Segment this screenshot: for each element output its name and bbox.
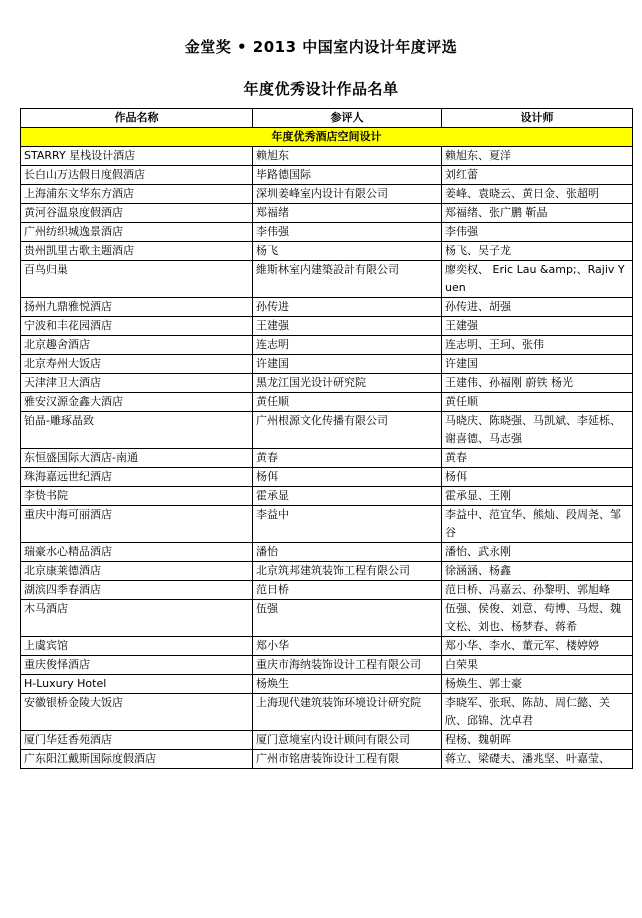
award-list-table: [20, 108, 633, 769]
cell-designer: 王建伟、孙福刚 蔚铁 杨光: [442, 374, 633, 393]
table-row: [21, 261, 633, 298]
cell-entrant: 伍强: [253, 600, 442, 637]
cell-entrant: 杨佴: [253, 468, 442, 487]
cell-designer: 杨佴: [442, 468, 633, 487]
cell-work-name: 厦门华廷香苑酒店: [21, 731, 253, 750]
table-row: [21, 166, 633, 185]
cell-work-name: 上虞宾馆: [21, 637, 253, 656]
cell-work-name: 扬州九鼎雅悦酒店: [21, 298, 253, 317]
table-row: [21, 656, 633, 675]
category-label: 年度优秀酒店空间设计: [21, 128, 633, 147]
cell-entrant: 上海现代建筑装饰环境设计研究院: [253, 694, 442, 731]
cell-work-name: 贵州凯里古歌主题酒店: [21, 242, 253, 261]
table-row: [21, 543, 633, 562]
cell-designer: 蒋立、梁礎夫、潘兆坚、叶嘉莹、: [442, 750, 633, 769]
cell-work-name: 广州纺织城逸景酒店: [21, 223, 253, 242]
cell-designer: 李伟强: [442, 223, 633, 242]
cell-entrant: 北京筑邦建筑装饰工程有限公司: [253, 562, 442, 581]
cell-work-name: 重庆俊怿酒店: [21, 656, 253, 675]
cell-designer: 姜峰、袁晓云、黄日金、张超明: [442, 185, 633, 204]
cell-designer: 廖奕权、 Eric Lau &amp;、Rajiv Yuen: [442, 261, 633, 298]
table-row: [21, 731, 633, 750]
document-title: 金堂奖 • 2013 中国室内设计年度评选: [184, 38, 458, 56]
cell-designer: 伍强、侯俊、刘意、苟博、马煜、魏文松、刘也、杨梦春、蒋希: [442, 600, 633, 637]
table-row: [21, 600, 633, 637]
cell-work-name: 铂晶-雕琢晶致: [21, 412, 253, 449]
table-row: [21, 581, 633, 600]
cell-entrant: 厦门意境室内设计顾问有限公司: [253, 731, 442, 750]
cell-entrant: 霍承显: [253, 487, 442, 506]
cell-designer: 程杨、魏朝晖: [442, 731, 633, 750]
table-row: [21, 637, 633, 656]
cell-designer: 潘怡、武永刚: [442, 543, 633, 562]
cell-designer: 赖旭东、夏洋: [442, 147, 633, 166]
cell-designer: 杨飞、吴子龙: [442, 242, 633, 261]
cell-entrant: 范日桥: [253, 581, 442, 600]
table-row: [21, 298, 633, 317]
table-row: [21, 317, 633, 336]
cell-designer: 白荣果: [442, 656, 633, 675]
table-row: [21, 468, 633, 487]
cell-entrant: 黑龙江国光设计研究院: [253, 374, 442, 393]
cell-work-name: 安徽银桥金陵大饭店: [21, 694, 253, 731]
table-row: [21, 336, 633, 355]
cell-work-name: 北京康莱德酒店: [21, 562, 253, 581]
cell-designer: 黄春: [442, 449, 633, 468]
cell-work-name: 木马酒店: [21, 600, 253, 637]
cell-entrant: 黄春: [253, 449, 442, 468]
table-row: [21, 487, 633, 506]
cell-designer: 马晓庆、陈晓强、马凯斌、李延栎、谢喜德、马志强: [442, 412, 633, 449]
cell-work-name: 长白山万达假日度假酒店: [21, 166, 253, 185]
cell-entrant: 黄任顺: [253, 393, 442, 412]
cell-entrant: 广州市铭唐装饰设计工程有限: [253, 750, 442, 769]
cell-designer: 郑小华、李水、董元军、楼婷婷: [442, 637, 633, 656]
cell-entrant: 潘怡: [253, 543, 442, 562]
table-row: [21, 355, 633, 374]
category-row: [21, 128, 633, 147]
header-designer: 设计师: [442, 109, 633, 128]
cell-entrant: 重庆市海纳装饰设计工程有限公司: [253, 656, 442, 675]
table-row: [21, 147, 633, 166]
cell-work-name: 上海浦东文华东方酒店: [21, 185, 253, 204]
cell-work-name: 黄河谷温泉度假酒店: [21, 204, 253, 223]
cell-entrant: 杨飞: [253, 242, 442, 261]
cell-work-name: 东恒盛国际大酒店-南通: [21, 449, 253, 468]
table-row: [21, 694, 633, 731]
cell-entrant: 赖旭东: [253, 147, 442, 166]
cell-work-name: 宁波和丰花园酒店: [21, 317, 253, 336]
cell-work-name: 北京寿州大饭店: [21, 355, 253, 374]
cell-entrant: 杨焕生: [253, 675, 442, 694]
cell-entrant: 深圳姜峰室内设计有限公司: [253, 185, 442, 204]
cell-designer: 许建国: [442, 355, 633, 374]
table-row: [21, 449, 633, 468]
cell-work-name: 珠海嘉远世纪酒店: [21, 468, 253, 487]
table-row: [21, 506, 633, 543]
table-row: [21, 374, 633, 393]
table-row: [21, 675, 633, 694]
cell-work-name: 李贽书院: [21, 487, 253, 506]
cell-designer: 郑福绪、张广鹏 靳晶: [442, 204, 633, 223]
table-row: [21, 242, 633, 261]
cell-designer: 王建强: [442, 317, 633, 336]
table-row: [21, 393, 633, 412]
cell-designer: 黄任顺: [442, 393, 633, 412]
cell-designer: 连志明、王珂、张伟: [442, 336, 633, 355]
cell-entrant: 李益中: [253, 506, 442, 543]
cell-designer: 孙传进、胡强: [442, 298, 633, 317]
cell-entrant: 连志明: [253, 336, 442, 355]
cell-work-name: STARRY 星栈设计酒店: [21, 147, 253, 166]
cell-designer: 李晓军、张珉、陈劼、周仁懿、关欣、邱锦、沈卓君: [442, 694, 633, 731]
cell-entrant: 郑福绪: [253, 204, 442, 223]
cell-designer: 范日桥、冯嘉云、孙黎明、郭旭峰: [442, 581, 633, 600]
cell-entrant: 广州根源文化传播有限公司: [253, 412, 442, 449]
table-row: [21, 185, 633, 204]
table-row: [21, 750, 633, 769]
cell-work-name: H-Luxury Hotel: [21, 675, 253, 694]
document-subtitle: 年度优秀设计作品名单: [243, 80, 399, 98]
cell-entrant: 郑小华: [253, 637, 442, 656]
table-header-row: [21, 109, 633, 128]
header-work-name: 作品名称: [21, 109, 253, 128]
cell-work-name: 广东阳江戴斯国际度假酒店: [21, 750, 253, 769]
cell-work-name: 瑞豪水心精品酒店: [21, 543, 253, 562]
cell-entrant: 維斯林室内建築設計有限公司: [253, 261, 442, 298]
cell-designer: 杨焕生、郭士豪: [442, 675, 633, 694]
cell-entrant: 王建强: [253, 317, 442, 336]
cell-work-name: 湖滨四季春酒店: [21, 581, 253, 600]
cell-designer: 霍承显、王刚: [442, 487, 633, 506]
cell-entrant: 孙传进: [253, 298, 442, 317]
table-row: [21, 412, 633, 449]
table-row: [21, 562, 633, 581]
cell-entrant: 毕路德国际: [253, 166, 442, 185]
cell-designer: 刘红蕾: [442, 166, 633, 185]
cell-work-name: 雅安汉源金鑫大酒店: [21, 393, 253, 412]
cell-work-name: 天津津卫大酒店: [21, 374, 253, 393]
table-row: [21, 223, 633, 242]
cell-entrant: 李伟强: [253, 223, 442, 242]
cell-entrant: 许建国: [253, 355, 442, 374]
header-entrant: 参评人: [253, 109, 442, 128]
cell-work-name: 重庆中海可丽酒店: [21, 506, 253, 543]
cell-designer: 李益中、范宜华、熊灿、段周尧、邹谷: [442, 506, 633, 543]
cell-work-name: 北京趣舍酒店: [21, 336, 253, 355]
cell-designer: 徐涵涵、杨鑫: [442, 562, 633, 581]
cell-work-name: 百鸟归巢: [21, 261, 253, 298]
table-row: [21, 204, 633, 223]
